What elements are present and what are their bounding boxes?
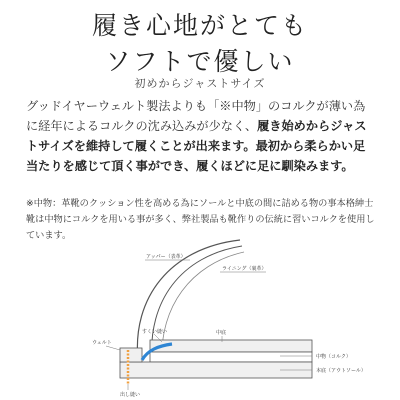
shoe-construction-diagram [90, 238, 390, 400]
headline-line-2: ソフトで優しい [105, 47, 295, 76]
description-emphasis: 履き始めからジャストサイズを維持して履くことが出来ます。最初から柔らかい足当たりを感じて頂く事ができ、履くほどに足に馴染みます。 [26, 119, 367, 173]
footnote: ※中物：革靴のクッション性を高める為にソールと中底の間に詰める物の事本格紳士靴は中物にコルクを用いる事が多く、弊社製品も靴作りの伝統に習いコルクを使用しています。 [26, 198, 375, 241]
description-paragraph [26, 96, 376, 176]
label-thin-stitch: すくい縫い [142, 329, 168, 335]
label-outseam: 出し縫い [120, 392, 141, 398]
midfill-layer [150, 352, 312, 362]
label-upper: アッパー（表革） [146, 254, 186, 260]
label-midfill: 中物（コルク） [316, 354, 351, 360]
label-insole: 中底 [216, 330, 227, 336]
label-outsole: 本底（アウトソール） [316, 368, 366, 374]
label-lining: ライニング（裏革） [222, 266, 267, 272]
insole-layer [150, 340, 312, 352]
welt-block [120, 348, 142, 362]
subtitle: 初めからジャストサイズ [134, 77, 266, 90]
label-welt: ウェルト [92, 340, 112, 346]
headline-line-1: 履き心地がとても [91, 11, 308, 40]
leader-welt [106, 346, 120, 350]
description-text: グッドイヤーウェルト製法よりも「※中物」のコルクが薄い為に経年によるコルクの沈み込みが少なく、 [26, 99, 366, 133]
